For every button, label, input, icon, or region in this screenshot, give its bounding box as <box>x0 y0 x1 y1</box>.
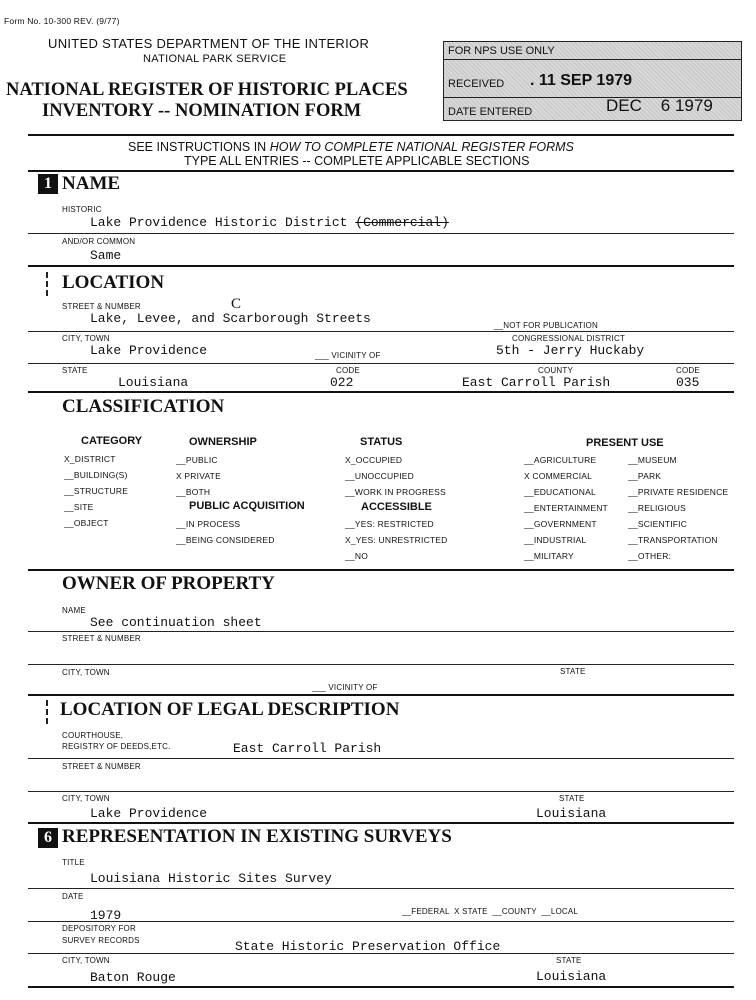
use-industrial: __INDUSTRIAL <box>524 535 587 545</box>
section-title-owner: OWNER OF PROPERTY <box>62 573 275 594</box>
divider <box>28 791 734 792</box>
not-for-publication: __NOT FOR PUBLICATION <box>494 321 598 330</box>
category-buildings: __BUILDING(S) <box>64 470 128 480</box>
status-unoccupied: __UNOCCUPIED <box>345 471 414 481</box>
accessible-heading: ACCESSIBLE <box>361 501 432 513</box>
divider <box>28 363 734 364</box>
use-educational: __EDUCATIONAL <box>524 487 596 497</box>
section-title-location: LOCATION <box>62 272 165 293</box>
street-label: STREET & NUMBER <box>62 302 141 311</box>
instructions-text: SEE INSTRUCTIONS IN <box>128 140 270 154</box>
accessible-no: __NO <box>345 551 369 561</box>
city-value: Lake Providence <box>90 343 208 358</box>
nps-header: FOR NPS USE ONLY <box>448 45 555 57</box>
use-other: __OTHER: <box>628 551 672 561</box>
ownership-public: __PUBLIC <box>176 455 218 465</box>
vicinity-of: ___ VICINITY OF <box>315 351 381 360</box>
survey-title-value: Louisiana Historic Sites Survey <box>90 871 332 886</box>
use-scientific: __SCIENTIFIC <box>628 519 688 529</box>
legal-state-value: Louisiana <box>536 806 607 821</box>
divider <box>28 233 734 234</box>
divider <box>28 664 734 665</box>
section-title-name: NAME <box>62 173 121 194</box>
survey-state-label: STATE <box>556 956 582 965</box>
divider <box>28 888 734 889</box>
city-label: CITY, TOWN <box>62 334 110 343</box>
divider <box>28 694 734 696</box>
accessible-unrestricted: X_YES: UNRESTRICTED <box>345 535 448 545</box>
state-label: STATE <box>62 366 88 375</box>
category-structure: __STRUCTURE <box>64 486 129 496</box>
section-title-legal: LOCATION OF LEGAL DESCRIPTION <box>60 699 400 720</box>
service-name: NATIONAL PARK SERVICE <box>143 53 287 65</box>
survey-title-label: TITLE <box>62 858 85 867</box>
courthouse-label: COURTHOUSE, <box>62 731 124 740</box>
historic-name: Lake Providence Historic District <box>90 215 348 230</box>
status-occupied: X_OCCUPIED <box>345 455 403 465</box>
county-code-label: CODE <box>676 366 700 375</box>
owner-name-label: NAME <box>62 606 86 615</box>
accessible-restricted: __YES: RESTRICTED <box>345 519 434 529</box>
divider <box>28 921 734 922</box>
state-code-value: 022 <box>330 375 354 390</box>
date-entered-label: DATE ENTERED <box>448 106 533 118</box>
margin-mark <box>46 700 48 724</box>
use-agriculture: __AGRICULTURE <box>524 455 597 465</box>
common-label: AND/OR COMMON <box>62 237 136 246</box>
historic-struck-text: (Commercial) <box>355 215 449 230</box>
divider <box>28 170 734 172</box>
common-value: Same <box>90 248 122 263</box>
historic-label: HISTORIC <box>62 205 102 214</box>
divider <box>28 569 734 571</box>
state-code-label: CODE <box>336 366 360 375</box>
historic-value <box>90 215 449 230</box>
nps-use-box <box>443 41 742 121</box>
ownership-private: X PRIVATE <box>176 471 221 481</box>
street-value: Lake, Levee, and Scarborough Streets <box>90 311 371 326</box>
survey-date-label: DATE <box>62 892 84 901</box>
owner-street-label: STREET & NUMBER <box>62 634 141 643</box>
use-religious: __RELIGIOUS <box>628 503 686 513</box>
owner-city-label: CITY, TOWN <box>62 668 110 677</box>
survey-city-label: CITY, TOWN <box>62 956 110 965</box>
courthouse-value: East Carroll Parish <box>233 741 382 756</box>
section-title-surveys: REPRESENTATION IN EXISTING SURVEYS <box>62 826 452 847</box>
congressional-label: CONGRESSIONAL DISTRICT <box>512 334 626 343</box>
divider <box>28 265 734 267</box>
category-district: X_DISTRICT <box>64 454 116 464</box>
legal-city-label: CITY, TOWN <box>62 794 110 803</box>
congressional-value: 5th - Jerry Huckaby <box>496 343 645 358</box>
category-heading: CATEGORY <box>81 435 143 447</box>
use-private-residence: __PRIVATE RESIDENCE <box>628 487 729 497</box>
ownership-heading: OWNERSHIP <box>189 436 257 448</box>
category-object: __OBJECT <box>64 518 109 528</box>
present-use-heading: PRESENT USE <box>586 437 664 449</box>
received-stamp: . 11 SEP 1979 <box>530 72 633 89</box>
instructions-title: HOW TO COMPLETE NATIONAL REGISTER FORMS <box>269 140 574 154</box>
instructions-line2: TYPE ALL ENTRIES -- COMPLETE APPLICABLE SECTIONS <box>184 154 530 168</box>
legal-state-label: STATE <box>559 794 585 803</box>
depository-label: DEPOSITORY FOR <box>62 924 136 933</box>
instructions-line1 <box>128 140 574 154</box>
use-government: __GOVERNMENT <box>524 519 597 529</box>
depository-value: State Historic Preservation Office <box>235 939 501 954</box>
registry-label: REGISTRY OF DEEDS,ETC. <box>62 742 171 751</box>
survey-city-value: Baton Rouge <box>90 970 176 985</box>
use-commercial: X COMMERCIAL <box>524 471 593 481</box>
survey-records-label: SURVEY RECORDS <box>62 936 140 945</box>
divider <box>28 758 734 759</box>
survey-state-value: Louisiana <box>536 969 607 984</box>
acquisition-being-considered: __BEING CONSIDERED <box>176 535 275 545</box>
divider <box>28 134 734 136</box>
county-label: COUNTY <box>538 366 573 375</box>
section-title-classification: CLASSIFICATION <box>62 396 225 417</box>
legal-city-value: Lake Providence <box>90 806 208 821</box>
county-code-value: 035 <box>676 375 700 390</box>
status-work-in-progress: __WORK IN PROGRESS <box>345 487 446 497</box>
department-name: UNITED STATES DEPARTMENT OF THE INTERIOR <box>48 36 370 51</box>
divider <box>28 822 734 824</box>
use-transportation: __TRANSPORTATION <box>628 535 718 545</box>
divider <box>28 391 734 393</box>
nps-divider <box>444 59 741 60</box>
form-number: Form No. 10-300 REV. (9/77) <box>4 16 120 26</box>
status-heading: STATUS <box>360 436 403 448</box>
margin-mark <box>46 272 48 296</box>
use-entertainment: __ENTERTAINMENT <box>524 503 608 513</box>
survey-date-value: 1979 <box>90 908 122 923</box>
owner-state-label: STATE <box>560 667 586 676</box>
divider <box>28 631 734 632</box>
form-title-line1: NATIONAL REGISTER OF HISTORIC PLACES <box>6 80 408 100</box>
divider <box>28 986 734 988</box>
state-value: Louisiana <box>118 375 189 390</box>
received-label: RECEIVED <box>448 78 505 90</box>
category-site: __SITE <box>64 502 94 512</box>
use-museum: __MUSEUM <box>628 455 677 465</box>
section-number: 6 <box>38 828 58 848</box>
section-number: 1 <box>38 174 58 194</box>
use-military: __MILITARY <box>524 551 574 561</box>
use-park: __PARK <box>628 471 662 481</box>
owner-name-value: See continuation sheet <box>90 615 262 630</box>
survey-levels: __FEDERAL X STATE __COUNTY __LOCAL <box>402 907 579 916</box>
owner-vicinity-of: ___ VICINITY OF <box>312 683 378 692</box>
legal-street-label: STREET & NUMBER <box>62 762 141 771</box>
street-correction: C <box>231 296 242 312</box>
ownership-both: __BOTH <box>176 487 211 497</box>
county-value: East Carroll Parish <box>462 375 611 390</box>
public-acquisition-heading: PUBLIC ACQUISITION <box>189 500 305 512</box>
divider <box>28 331 734 332</box>
divider <box>28 953 734 954</box>
acquisition-in-process: __IN PROCESS <box>176 519 241 529</box>
form-title-line2: INVENTORY -- NOMINATION FORM <box>42 101 362 121</box>
date-entered-stamp: DEC 6 1979 <box>606 96 713 115</box>
